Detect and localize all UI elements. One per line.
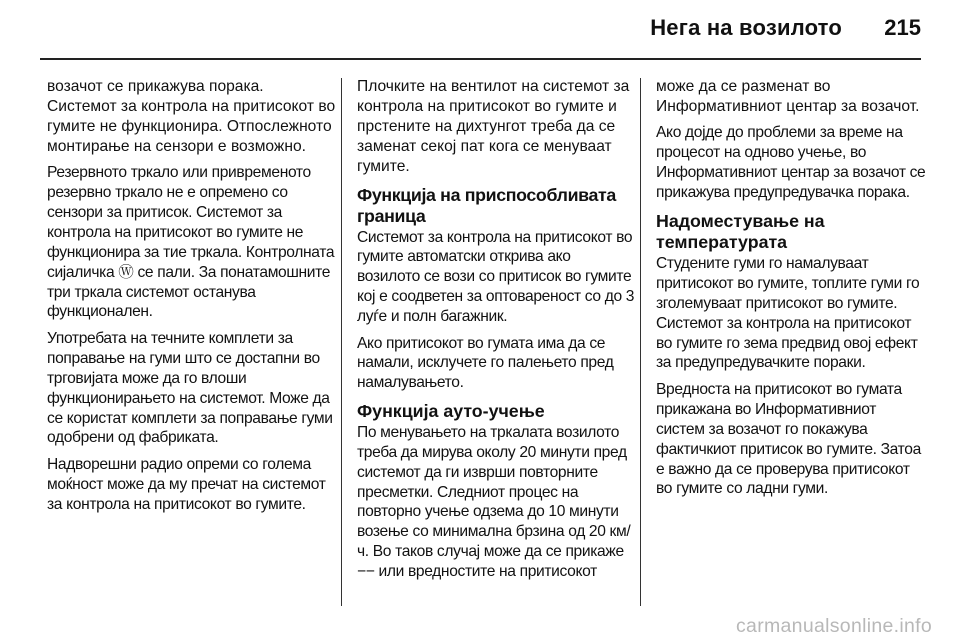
paragraph: возачот се прикажува порака. Системот за контрола на притисокот во гумите не функционира. Отпослежното монтирање на сензори е возможно. <box>47 78 336 155</box>
header-divider <box>40 58 921 60</box>
paragraph: Системот за контрола на притисокот во гумите автоматски открива ако возилото се вози со притисок во гумите кој е соодветен за оптовареност со до 3 луѓе и полн багажник. <box>357 228 635 326</box>
watermark: carmanualsonline.info <box>736 615 932 637</box>
paragraph: Студените гуми го намалуваат притисокот во гумите, топлите гуми го зголемуваат притисокот во гумите. Системот за контрола на притисокот во гумите го зема предвид овој ефект за предупредувачките пораки. <box>656 254 920 372</box>
paragraph: Надворешни радио опреми со голема моќност може да му пречат на системот за контрола на притисокот во гумите. <box>47 455 326 513</box>
paragraph: Резервното тркало или привременото резервно тркало не е опремено со сензори за притисок. Системот за контрола на притисокот во гумите не функционира за тие тркала. Контролната сијаличка Ⓦ се пали. За понатамошните три тркала системот останува функционален. <box>47 164 335 321</box>
paragraph: Вредноста на притисокот во гумата прикажана во Информативниот систем за возачот го покажува фактичкиот притисок во гумите. Затоа е важно да се проверува притисокот во гумите со ладни гуми. <box>656 380 921 498</box>
column-divider <box>341 78 342 606</box>
paragraph: Ако притисокот во гумата има да се намали, исклучете го палењето пред намалувањето. <box>357 334 614 392</box>
text-column-2 <box>357 77 635 589</box>
page-title: Нега на возилото <box>650 15 842 40</box>
paragraph: Употребата на течните комплети за поправање на гуми што се достапни во трговијата може да го влоши функционирањето на системот. Може да се користат комплети за поправање гуми одобрени од фабриката. <box>47 329 333 447</box>
text-column-3 <box>656 77 926 506</box>
column-divider <box>640 78 641 606</box>
section-heading: Функција на приспособливата граница <box>357 184 616 227</box>
page-number: 215 <box>884 15 921 40</box>
section-heading: Надоместување на температурата <box>656 210 825 253</box>
section-heading: Функција ауто-учење <box>357 401 545 422</box>
text-column-1 <box>47 77 337 521</box>
page-header <box>0 0 960 60</box>
paragraph: По менувањето на тркалата возилото треба да мирува околу 20 минути пред системот да ги изврши повторните пресметки. Следниот процес на повторно учење одзема до 10 минути возење со минимална брзина од 20 км/ч. Во таков случај може да се прикаже −− или вредностите на притисокот <box>357 423 631 581</box>
paragraph: Ако дојде до проблеми за време на процесот на одново учење, во Информативниот центар за возачот се прикажува предупредувачка порака. <box>656 124 926 202</box>
paragraph: може да се разменат во Информативниот центар за возачот. <box>656 78 920 115</box>
paragraph: Плочките на вентилот на системот за контрола на притисокот во гумите и прстените на дихтунгот треба да се заменат секој пат кога се менуваат гумите. <box>357 78 630 175</box>
